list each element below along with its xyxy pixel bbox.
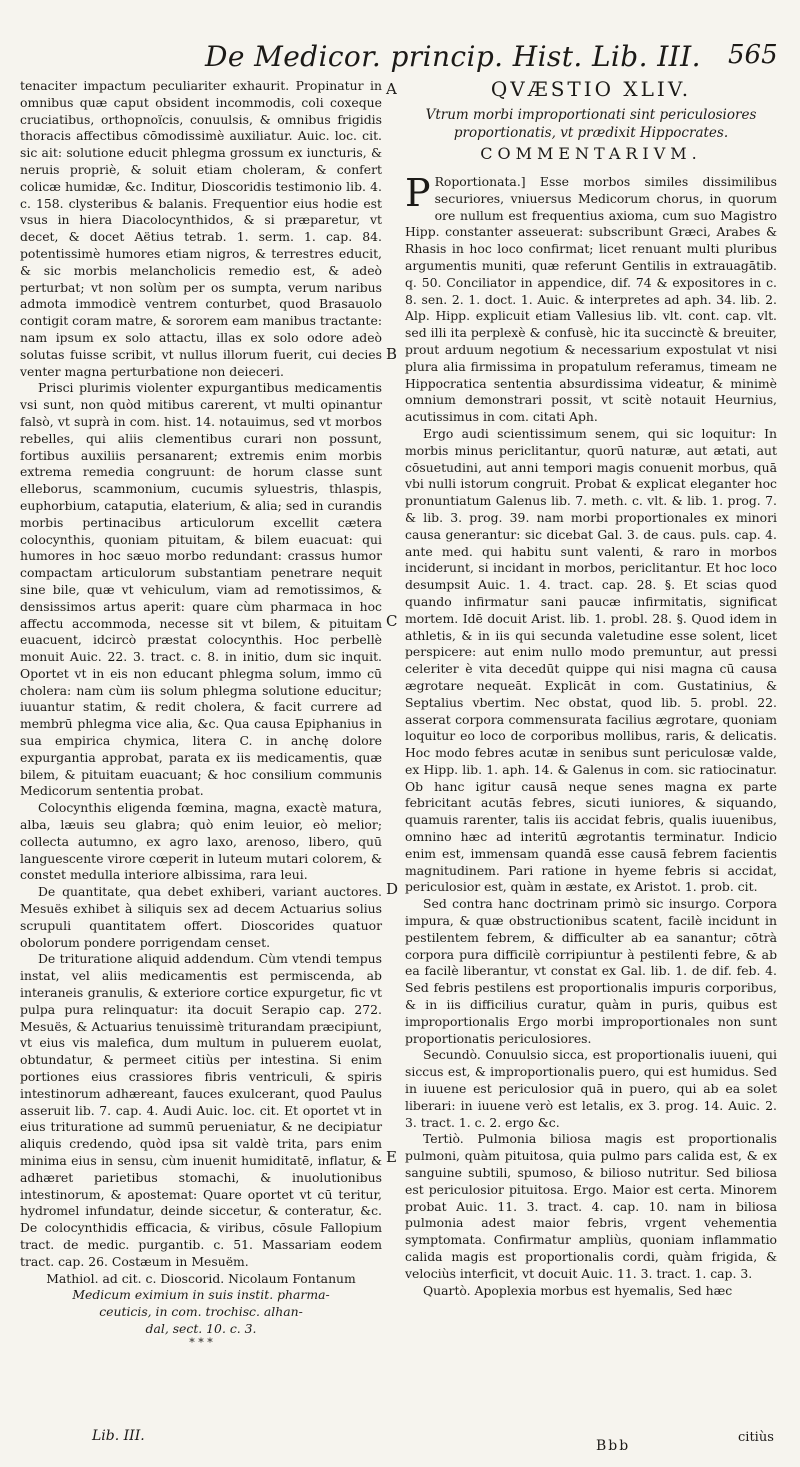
left-column xyxy=(20,78,382,1348)
page-number: 565 xyxy=(728,40,778,70)
running-title: De Medicor. princip. Hist. Lib. III. xyxy=(205,40,701,73)
paragraph-text: Roportionata.] Esse morbos similes dissimilibus securiores, vniuersus Medicorum chorus, in quorum ore nullum est frequentius axioma, cum suo Magistro Hipp. constanter asseuerat: subscribunt Græci, Arabes & Rhasis in hoc loco confirmat; licet renuant multi pluribus argumentis muniti, quæ referunt Gentilis in extrauagātib. q. 50. Conciliator in appendice, dif. 74 & expositores in c. 8. sen. 2. 1. doct. 1. Auic. & interpretes ad aph. 34. lib. 2. Alp. Hipp. explicuit etiam Vallesius lib. vlt. cont. cap. vlt. sed illi ita perplexè & confusè, hic ita succinctè & breuiter, prout arduum negotium & necessarium expostulat vt nisi plura alia firmissima in propatulum referamus, timeam ne Hippocratica sententia absurdissima videatur, & minimè omnium demonstrari possit, vt scitè notauit Heurnius, acutissimus in com. citati Aph. xyxy=(405,174,777,425)
footer-book: Lib. III. xyxy=(92,1428,145,1444)
signature-mark: Bbb xyxy=(596,1438,631,1454)
margin-letter-d: D xyxy=(386,880,399,898)
reference-line: Mathiol. ad cit. c. Dioscorid. Nicolaum Fontanum xyxy=(46,1270,356,1286)
paragraph: tenaciter impactum peculiariter exhaurit. Propinatur in omnibus quæ caput obsident incommodis, coli coxeque cruciatibus, orthopnoïcis, conuulsis, & omnibus frigidis thoracis affectibus cōmodissimè auxiliatur. Auic. loc. cit. sic ait: solutione educit phlegma grossum ex iuncturis, & neruis propriè, & soluit etiam choleram, & confert colicæ humidæ, &c. Inditur, Dioscoridis testimonio lib. 4. c. 158. clysteribus & balanis. Frequentior eius hodie est vsus in hiera Diacolocynthidos, & si præparetur, vt decet, & docet Aëtius tetrab. 1. serm. 1. cap. 84. potentissimè humores etiam nigros, & terrestres educit, & sic morbis melancholicis remedio est, & adeò perturbat; vt non solùm per os sumpta, verum naribus admota immodicè ventrem conturbet, quod Brasauolo contigit coram matre, & sororem eam manibus tractante: nam ipsum ex solo attactu, illas ex solo odore adeò solutas fuisse scribit, vt nullus illorum fuerit, cui decies venter magna perturbatione non deieceri. xyxy=(20,78,382,379)
paragraph: Prisci plurimis violenter expurgantibus medicamentis vsi sunt, non quòd mitibus carerent, vt multi opinantur falsò, vt suprà in com. hist. 14. notauimus, sed vt morbos rebelles, qui aliis clementibus curari non possunt, fortibus auxiliis persanarent; extremis enim morbis extrema remedia congruunt: de horum classe sunt elleborus, scammonium, cucumis syluestris, thlaspis, euphorbium, cataputia, elaterium, & alia; sed in curandis morbis pertinacibus articulorum excellit cætera colocynthis, quoniam pituitam, & bilem euacuat: qui humores in hoc sæuo morbo redundant: crassus humor compactam articulorum substantiam penetrare nequit sine bile, quæ vt vehiculum, viam ad remotissimos, & densissimos artus aperit: quare cùm pharmaca in hoc affectu accommoda, necesse sit vt bilem, & pituitam euacuent, idcircò præstat colocynthis. Hoc perbellè monuit Auic. 22. 3. tract. c. 8. in initio, dum sic inquit. Oportet vt in eis non educant phlegma solum, immo cū cholera: nam cùm iis solum phlegma solutione educitur; iuuantur statim, & redit cholera, & facit currere ad membrū phlegma vice alia, &c. Qua causa Epiphanius in sua empirica chymica, litera C. in anchę dolore expurgantia approbat, parata ex iis medicamentis, quæ bilem, & pituitam euacuant; & hoc consilium communis Medicorum sententia probat. xyxy=(20,380,382,799)
margin-letter-e: E xyxy=(386,1148,397,1166)
paragraph: Sed contra hanc doctrinam primò sic insurgo. Corpora impura, & quæ obstructionibus scatent, facilè incidunt in pestilentem febrem, & difficulter ab ea sanantur; cōtrà corpora pura difficilè corripiuntur à pestilenti febre, & ab ea facilè liberantur, vt constat ex Gal. lib. 1. de dif. feb. 4. Sed febris pestilens est proportionalis impuris corporibus, & in iis difficilius curatur, quàm in puris, quibus est improportionalis Ergo morbi improportionales non sunt proportionatis periculosiores. xyxy=(405,896,777,1046)
page-header xyxy=(0,38,800,74)
drop-cap: P xyxy=(405,171,431,215)
margin-letter-b: B xyxy=(386,345,398,363)
question-title: QVÆSTIO XLIV. xyxy=(490,77,692,101)
reference-line: ceuticis, in com. trochisc. alhan- xyxy=(99,1304,303,1320)
margin-letter-a: A xyxy=(386,80,397,98)
commentary-heading: COMMENTARIVM. xyxy=(480,144,702,163)
page-footer xyxy=(0,1428,800,1458)
paragraph: Secundò. Conuulsio sicca, est proportionalis iuueni, qui siccus est, & improportionalis puero, qui est humidus. Sed in iuuene est periculosior quā in puero, qui ab ea solet liberari: in iuuene verò est letalis, ex 3. prog. 14. Auic. 2. 3. tract. 1. c. 2. ergo &c. xyxy=(405,1047,777,1130)
paragraph: Quartò. Apoplexia morbus est hyemalis, Sed hæc xyxy=(423,1282,733,1298)
paragraph: Tertiò. Pulmonia biliosa magis est proportionalis pulmoni, quàm pituitosa, quia pulmo pars calida est, & ex sanguine subtili, spumoso, & bilioso nutritur. Sed biliosa est periculosior pituitosa. Ergo. Maior est certa. Minorem probat Auic. 11. 3. tract. 4. cap. 10. nam in biliosa pulmonia adest maior febris, vrgent vehementia symptomata. Confirmatur ampliùs, quoniam inflammatio calida magis est proportionalis cordi, quàm frigida, & velociùs interficit, vt docuit Auic. 11. 3. tract. 1. cap. 3. xyxy=(405,1131,777,1281)
paragraph: De quantitate, qua debet exhiberi, variant auctores. Mesuës exhibet à siliquis sex ad decem Actuarius solius scrupuli quantitatem offert. Dioscorides quatuor obolorum pondere porrigendam censet. xyxy=(20,884,382,950)
right-column xyxy=(405,78,777,1299)
reference-line: Medicum eximium in suis instit. pharma- xyxy=(72,1287,330,1303)
ornament-stars: * * * xyxy=(189,1335,213,1349)
catchword: citiùs xyxy=(738,1430,774,1445)
paragraph: Colocynthis eligenda fœmina, magna, exactè matura, alba, læuis seu glabra; quò enim leuior, eò melior; collecta autumno, ex agro laxo, arenoso, libero, quū languescente virore cœperit in luteum mutari colorem, & constet medulla interiore albissima, rara leui. xyxy=(20,800,382,883)
paragraph: De trituratione aliquid addendum. Cùm vtendi tempus instat, vel aliis medicamentis est permiscenda, ab interaneis granulis, & exteriore cortice expurgetur, fic vt pulpa pura relinquatur: ita docuit Serapio cap. 272. Mesuës, & Actuarius tenuissimè triturandam præcipiunt, vt eius vis malefica, dum multum in puluerem euolat, obtundatur, & permeet citiùs per intestina. Si enim portiones eius crassiores fibris ventriculi, & spiris intestinorum adhæreant, fauces exulcerant, quod Paulus asseruit lib. 7. cap. 4. Audi Auic. loc. cit. Et oportet vt in eius trituratione ad summū perueniatur, & ne decipiatur aliquis credendo, quòd ipsa sit valdè trita, pars enim minima eius in sensu, cùm inuenit humiditatē, inflatur, & adhæret parietibus stomachi, & inuolutionibus intestinorum, & apostemat: Quare oportet vt cū teritur, hydromel infundatur, deinde siccetur, & conteratur, &c. De colocynthidis efficacia, & viribus, cōsule Fallopium tract. de medic. purgantib. c. 51. Massariam eodem tract. cap. 26. Costæum in Mesuëm. xyxy=(20,951,382,1269)
paragraph: Ergo audi scientissimum senem, qui sic loquitur: In morbis minus periclitantur, quorū naturæ, aut ætati, aut cōsuetudini, aut anni tempori magis conuenit morbus, quā vbi nulli istorum congruit. Probat & explicat eleganter hoc pronuntiatum Galenus lib. 7. meth. c. vlt. & lib. 1. prog. 7. & lib. 3. prog. 39. nam morbi proportionales ex minori causa generantur: sic dicebat Gal. 3. de caus. puls. cap. 4. ante med. qui habitu sunt valenti, & raro in morbos inciderunt, si incidant in morbos, periclitantur. Et hoc loco desumpsit Auic. 1. 4. tract. cap. 28. §. Et scias quod quando infirmatur sani paucæ infirmitatis, significat mortem. Idē docuit Arist. lib. 1. probl. 28. §. Quod idem in athletis, & in iis qui secunda valetudine esse solent, licet perspicere: aut enim nullo modo premuntur, aut pressi celeriter è vita decedūt quippe qui nisi magna cū causa ægrotare nequeāt. Explicāt in com. Gustatinius, & Septalius vbertim. Nec obstat, quod lib. 5. probl. 22. asserat corpora commensurata facilius ægrotare, quoniam loquitur eo loco de corporibus mollibus, raris, & delicatis. Hoc modo febres acutæ in senibus sunt periculosæ valde, ex Hipp. lib. 1. aph. 14. & Galenus in com. sic ratiocinatur. Ob hanc igitur causā neque senes magna ex parte febricitant acutās febres, sicuti iuniores, & siquando, quamuis rarenter, talis iis accidat febris, qualis iuuenibus, omnino hæc ad interitū ægrotantis terminatur. Indicio enim est, immensam quandā esse causā febrem facientis magnitudinem. Pari ratione in hyeme febris si accidat, periculosior est, quàm in æstate, ex Aristot. 1. prob. cit. xyxy=(405,425,777,895)
question-subtitle: Vtrum morbi improportionati sint periculosiores proportionatis, vt prædixit Hippocrates. xyxy=(425,107,757,141)
reference-line: dal, sect. 10. c. 3. xyxy=(145,1320,257,1336)
paragraph xyxy=(405,171,777,426)
margin-letter-c: C xyxy=(386,612,398,630)
